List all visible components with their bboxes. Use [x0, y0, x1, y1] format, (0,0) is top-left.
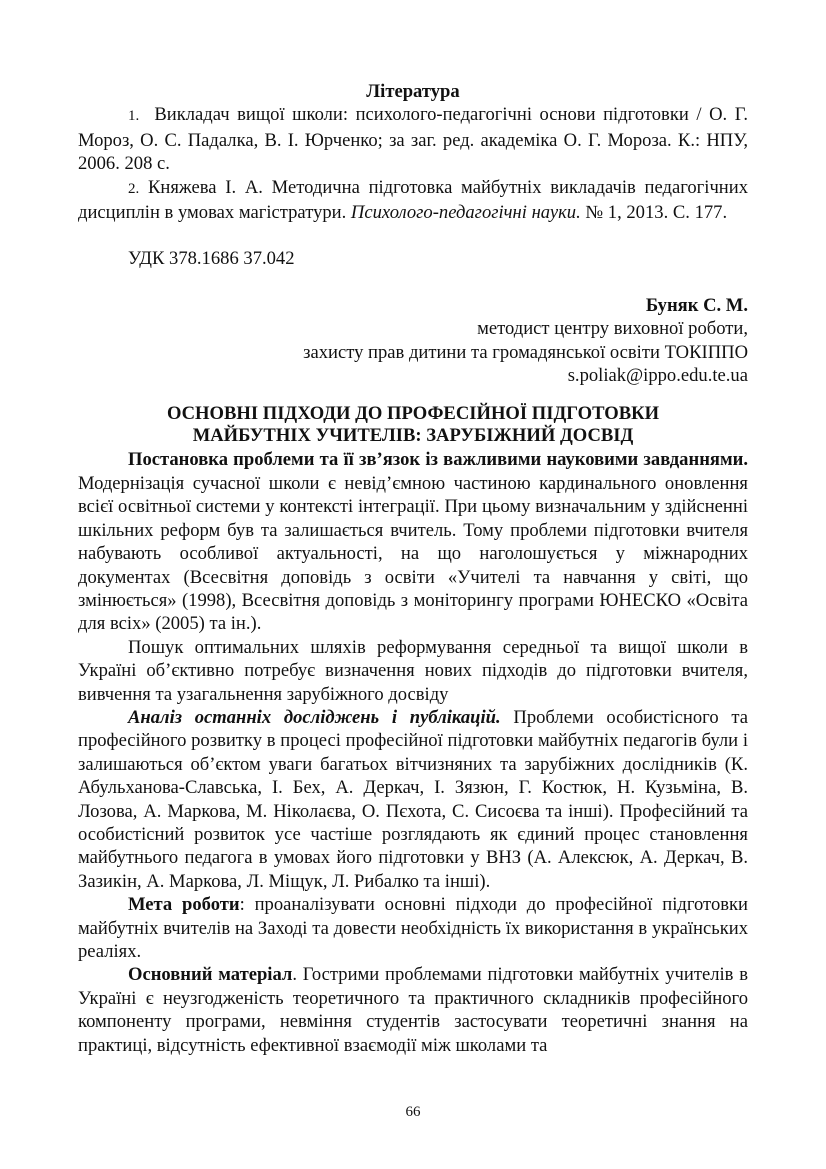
reference-text: Викладач вищої школи: психолого-педагогічні основи підготовки / О. Г. Мороз, О. С. Падалка, В. І. Юрченко; за заг. ред. академіка О. Г. Мороза. К.: НПУ, 2006. 208 с. [78, 104, 748, 175]
author-email: s.poliak@ippo.edu.te.ua [567, 365, 748, 387]
section-problem-text: Модернізація сучасної школи є невід’ємною частиною кардинального оновлення всієї освітньої системи у контексті інтеграції. При цьому визначальним у здійсненні шкільних реформ був та залишається вчитель. Тому проблеми підготовки вчителя набувають особливої актуальності, на що наголошується у міжнародних документах (Всесвітня доповідь з освіти «Учителі та навчання у світі, що змінюється» (1998), Всесвітня доповідь з моніторингу програми ЮНЕСКО «Освіта для всіх» (2005) та ін.). [78, 472, 748, 635]
reference-tail: № 1, 2013. С. 177. [580, 202, 728, 224]
reference-journal: Психолого-педагогічні науки. [350, 202, 581, 224]
author-name: Буняк С. М. [645, 294, 748, 316]
reference-number: 2. [128, 180, 140, 197]
section-search: Пошук оптимальних шляхів реформування середньої та вищої школи в Україні об’єктивно потребує визначення нових підходів до підготовки вчителя, вивчення та узагальнення зарубіжного досвіду [78, 636, 748, 705]
section-problem [78, 448, 748, 635]
reference-number: 1. [128, 108, 140, 125]
reference-item-1 [78, 103, 748, 175]
reference-text: Княжева І. А. Методична підготовка майбутніх викладачів педагогічних дисциплін в умовах магістратури. [78, 176, 748, 224]
section-main-text: . Гострими проблемами підготовки майбутніх учителів в Україні є неузгодженість теоретичного та практичного складників професійного компоненту програми, невміння студентів застосувати теоретичні знання на практиці, відсутність ефективної взаємодії між школами та [78, 964, 749, 1056]
page-number: 66 [405, 1104, 421, 1120]
author-affiliation: захисту прав дитини та громадянської освіти ТОКІППО [303, 341, 748, 363]
section-analysis [78, 706, 748, 893]
references-heading: Література [366, 81, 460, 102]
article-title-line-1: ОСНОВНІ ПІДХОДИ ДО ПРОФЕСІЙНОЇ ПІДГОТОВКИ [166, 403, 660, 425]
section-goal-heading: Мета роботи [128, 894, 240, 916]
section-goal [78, 893, 748, 963]
section-problem-heading: Постановка проблеми та її зв’язок із важливими науковими завданнями. [128, 449, 748, 471]
author-position: методист центру виховної роботи, [477, 318, 748, 340]
section-main-heading: Основний матеріал [128, 964, 293, 986]
section-analysis-heading: Аналіз останніх досліджень і публікацій. [128, 706, 501, 728]
section-goal-text: : проаналізувати основні підходи до професійної підготовки майбутніх вчителів на Заході та довести необхідність їх використання в українських реаліях. [78, 894, 749, 962]
page [78, 0, 748, 1057]
article-title-line-2: МАЙБУТНІХ УЧИТЕЛІВ: ЗАРУБІЖНИЙ ДОСВІД [192, 425, 634, 447]
udk-code: УДК 378.1686 37.042 [128, 248, 295, 270]
section-main [78, 963, 748, 1057]
reference-item-2 [78, 176, 748, 225]
section-analysis-text: Проблеми особистісного та професійного розвитку в процесі професійної підготовки майбутніх педагогів були і залишаються об’єктом уваги багатьох вітчизняних та зарубіжних дослідників (К. Абульханова-Славська, І. Бех, А. Деркач, І. Зязюн, Г. Костюк, Н. Кузьміна, В. Лозова, А. Маркова, М. Ніколаєва, О. Пєхота, С. Сисоєва та інші). Професійний та особистісний розвиток усе частіше розглядають як єдиний процес становлення майбутнього педагога в умовах його підготовки у ВНЗ (А. Алексюк, А. Деркач, В. Зазикін, А. Маркова, Л. Міщук, Л. Рибалко та інші). [78, 706, 748, 892]
